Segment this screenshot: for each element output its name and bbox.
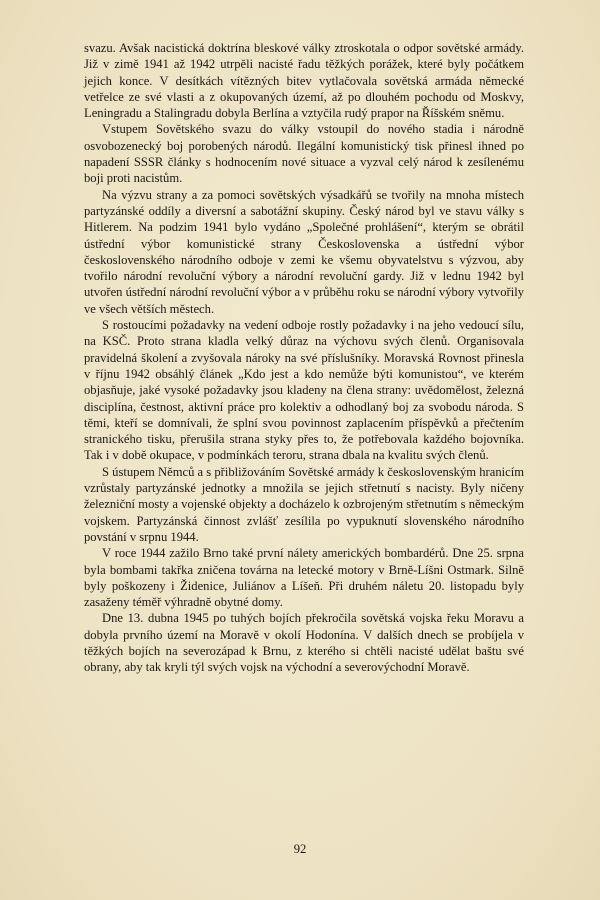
body-text (84, 40, 524, 676)
paragraph-6: V roce 1944 zažilo Brno také první nálety amerických bombardérů. Dne 25. srpna byla bombami takřka zničena továrna na letecké motory v Brně-Líšni Ostmark. Silně byly poškozeny i Židenice, Juliánov a Líšeň. Při druhém náletu 20. listopadu byly zasaženy téměř výhradně obytné domy. (84, 546, 524, 610)
page-number: 92 (293, 842, 307, 856)
paragraph-7: Dne 13. dubna 1945 po tuhých bojích překročila sovětská vojska řeku Moravu a dobyla prvního území na Moravě v okolí Hodonína. V dalších dnech se probíjela v těžkých bojích na severozápad k Brnu, z kterého si chtěli nacisté udělat baštu své obrany, aby tak kryli týl svých vojsk na východní a severovýchodní Moravě. (84, 611, 524, 675)
paragraph-3: Na výzvu strany a za pomoci sovětských výsadkářů se tvořily na mnoha místech partyzánské oddíly a diversní a sabotážní skupiny. Český národ byl ve stavu války s Hitlerem. Na podzim 1941 bylo vydáno „Společné prohlášení“, kterým se obrátil ústřední výbor komunistické strany Československa a ústřední výbor československého národního odboje v zemi ke všemu obyvatelstvu s výzvou, aby tvořilo národní revoluční výbory a národní revoluční gardy. Již v lednu 1942 byl utvořen ústřední národní revoluční výbor a v průběhu roku se národní výbory vytvořily ve všech větších městech. (84, 187, 524, 316)
paragraph-2: Vstupem Sovětského svazu do války vstoupil do nového stadia i národně osvobozenecký boj porobených národů. Ilegální komunistický tisk přinesl ihned po napadení SSSR články s hodnocením nové situace a vyzval celý národ k zesílenému boji proti nacistům. (84, 122, 524, 186)
paragraph-1: svazu. Avšak nacistická doktrína bleskové války ztroskotala o odpor sovětské armády. Již v zimě 1941 až 1942 utrpěli nacisté řadu těžkých porážek, které byly počátkem jejich konce. V desítkách vítězných bitev vytlačovala sovětská armáda německé vetřelce ze své vlasti a z okupovaných území, až po dlouhém pochodu od Moskvy, Leningradu a Stalingradu dobyla Berlína a vztyčila rudý prapor na Říšském sněmu. (84, 41, 524, 121)
paragraph-5: S ústupem Němců a s přibližováním Sovětské armády k československým hranicím vzrůstaly partyzánské jednotky a množila se jejich střetnutí s nacisty. Byly ničeny železniční mosty a vojenské objekty a docházelo k ozbrojeným střetnutím s německým vojskem. Partyzánská činnost zvlášť zesílila po vypuknutí slovenského národního povstání v srpnu 1944. (84, 464, 524, 544)
paragraph-4: S rostoucími požadavky na vedení odboje rostly požadavky i na jeho vedoucí sílu, na KSČ. Proto strana kladla velký důraz na výchovu svých členů. Organisovala pravidelná školení a zvyšovala nároky na své příslušníky. Moravská Rovnost přinesla v říjnu 1942 obsáhlý článek „Kdo jest a kdo nemůže býti komunistou“, ve kterém objasňuje, jaké vysoké požadavky jsou kladeny na člena strany: uvědomělost, železná disciplína, čestnost, aktivní práce pro kolektiv a odhodlaný boj za svobodu národa. S těmi, kteří se domnívali, že splní svou povinnost zaplacením příspěvků a přečtením stranického tisku, přerušila strana styky přes to, že potřebovala každého bojovníka. Tak i v době okupace, v podmínkách teroru, strana dbala na kvalitu svých členů. (84, 318, 524, 463)
